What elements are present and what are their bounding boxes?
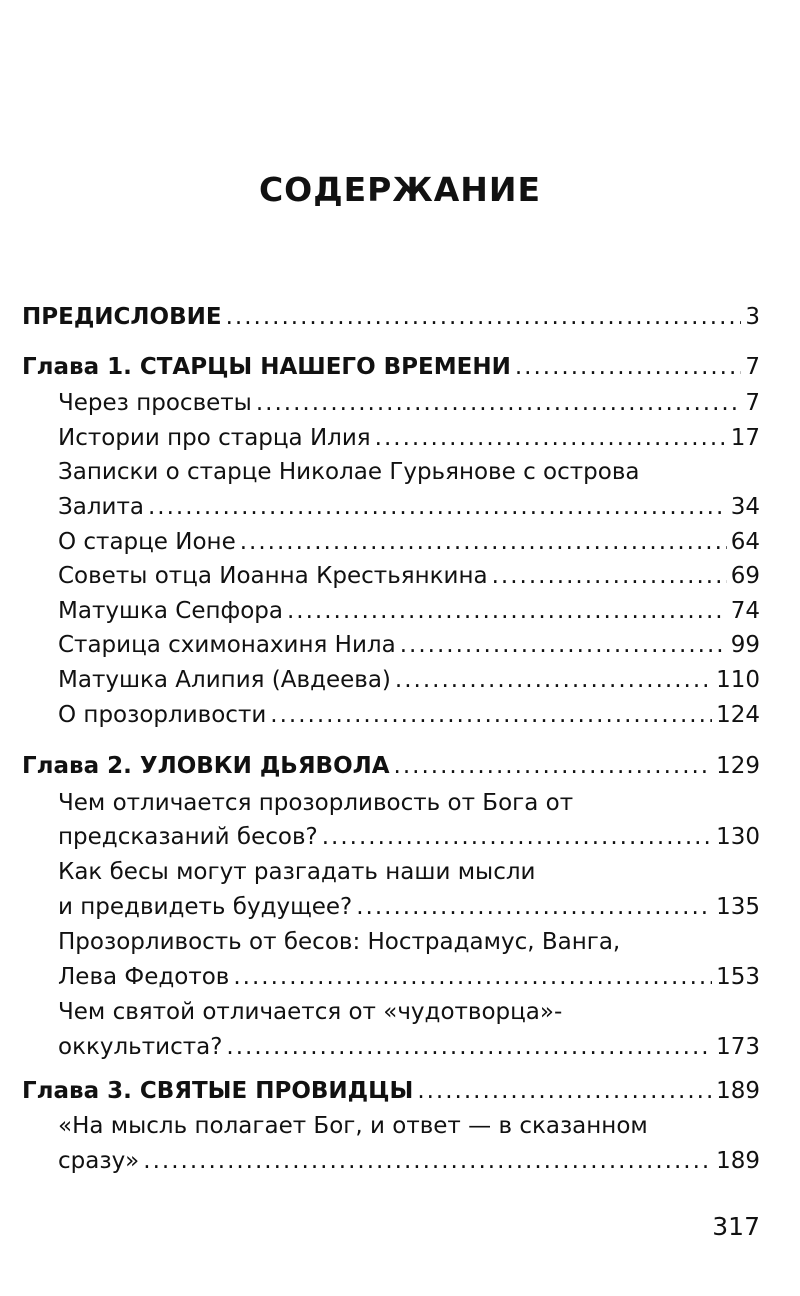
toc-entry xyxy=(58,628,760,662)
leader-dots xyxy=(148,490,727,524)
toc-entry-title: сразу» xyxy=(58,1148,140,1174)
leader-dots xyxy=(395,663,712,697)
toc-entry-title-line: «На мысль полагает Бог, и ответ — в сказанном xyxy=(58,1113,648,1139)
toc-entry xyxy=(58,594,760,628)
toc-page-number: 110 xyxy=(716,667,760,693)
toc-page-number: 129 xyxy=(716,753,760,779)
toc-page-number: 189 xyxy=(716,1148,760,1174)
toc-page-number: 7 xyxy=(745,390,760,416)
toc-entry xyxy=(58,421,760,455)
toc-entry-title: Лева Федотов xyxy=(58,964,230,990)
toc-page-number: 34 xyxy=(730,494,760,520)
toc-page-number: 74 xyxy=(730,598,760,624)
toc-entry-title: Глава 1. СТАРЦЫ НАШЕГО ВРЕМЕНИ xyxy=(22,354,511,380)
leader-dots xyxy=(256,386,742,420)
leader-dots xyxy=(394,749,713,783)
leader-dots xyxy=(417,1074,712,1108)
toc-entry xyxy=(58,960,760,994)
toc-page-number: 69 xyxy=(730,563,760,589)
toc-entry-chapter-2 xyxy=(22,749,760,783)
toc-entry-title-line: Записки о старце Николае Гурьянове с острова xyxy=(58,459,640,485)
leader-dots xyxy=(226,1030,712,1064)
toc-entry-title: Истории про старца Илия xyxy=(58,425,371,451)
toc-entry-title: О прозорливости xyxy=(58,702,267,728)
leader-dots xyxy=(240,525,727,559)
toc-entry xyxy=(58,1030,760,1064)
toc-entry-title-line: Чем святой отличается от «чудотворца»- xyxy=(58,999,563,1025)
toc-entry xyxy=(58,490,760,524)
toc-entry-preface xyxy=(22,300,760,334)
leader-dots xyxy=(356,890,712,924)
toc-entry-title: Матушка Сепфора xyxy=(58,598,283,624)
toc-entry xyxy=(58,663,760,697)
toc-entry-title: Через просветы xyxy=(58,390,252,416)
leader-dots xyxy=(226,300,742,334)
toc-page-number: 124 xyxy=(716,702,760,728)
leader-dots xyxy=(322,820,712,854)
toc-entry-title: Советы отца Иоанна Крестьянкина xyxy=(58,563,488,589)
toc-entry-title: и предвидеть будущее? xyxy=(58,894,353,920)
toc-entry-title: Глава 3. СВЯТЫЕ ПРОВИДЦЫ xyxy=(22,1078,414,1104)
leader-dots xyxy=(233,960,712,994)
toc-entry-title: Залита xyxy=(58,494,144,520)
toc-entry-title: предсказаний бесов? xyxy=(58,824,318,850)
toc-entry-title: Глава 2. УЛОВКИ ДЬЯВОЛА xyxy=(22,753,390,779)
leader-dots xyxy=(375,421,727,455)
toc-page-number: 135 xyxy=(716,894,760,920)
page-number: 317 xyxy=(712,1212,760,1241)
toc-entry xyxy=(58,1144,760,1178)
toc-entry xyxy=(58,525,760,559)
toc-entry-title-line: Как бесы могут разгадать наши мысли xyxy=(58,859,536,885)
toc-page-number: 3 xyxy=(745,304,760,330)
toc-entry-title: оккультиста? xyxy=(58,1034,223,1060)
leader-dots xyxy=(492,559,727,593)
toc-page-number: 7 xyxy=(745,354,760,380)
toc-page-number: 64 xyxy=(730,529,760,555)
leader-dots xyxy=(270,698,712,732)
toc-entry xyxy=(58,698,760,732)
leader-dots xyxy=(143,1144,712,1178)
leader-dots xyxy=(515,350,742,384)
toc-page-number: 189 xyxy=(716,1078,760,1104)
toc-entry xyxy=(58,820,760,854)
leader-dots xyxy=(400,628,727,662)
toc-entry-chapter-1 xyxy=(22,350,760,384)
toc-entry-title-line: Прозорливость от бесов: Нострадамус, Ванга, xyxy=(58,929,621,955)
toc-page-number: 99 xyxy=(730,632,760,658)
toc-page-number: 17 xyxy=(730,425,760,451)
toc-entry-chapter-3 xyxy=(22,1074,760,1108)
toc-entry xyxy=(58,386,760,420)
leader-dots xyxy=(287,594,727,628)
toc-entry-title-line: Чем отличается прозорливость от Бога от xyxy=(58,790,574,816)
toc-page-number: 153 xyxy=(716,964,760,990)
toc-entry-title: Матушка Алипия (Авдеева) xyxy=(58,667,391,693)
page-title: СОДЕРЖАНИЕ xyxy=(258,170,542,209)
toc-entry-title: ПРЕДИСЛОВИЕ xyxy=(22,304,222,330)
toc-page-number: 130 xyxy=(716,824,760,850)
toc-entry-title: О старце Ионе xyxy=(58,529,236,555)
toc-entry xyxy=(58,559,760,593)
toc-entry xyxy=(58,890,760,924)
toc-page-number: 173 xyxy=(716,1034,760,1060)
toc-entry-title: Старица схимонахиня Нила xyxy=(58,632,396,658)
